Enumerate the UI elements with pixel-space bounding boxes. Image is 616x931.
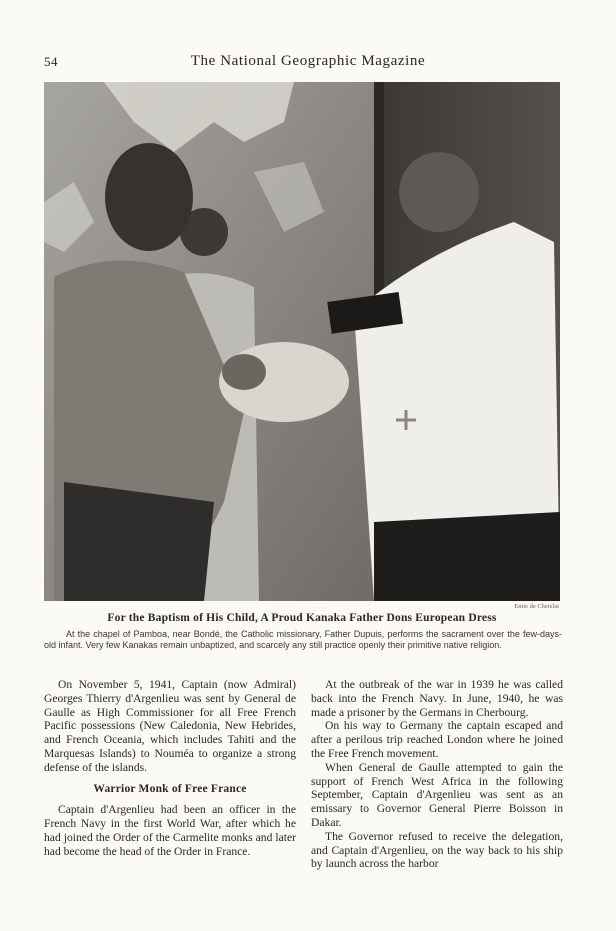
article-paragraph: On November 5, 1941, Captain (now Admiral) Georges Thierry d'Argenlieu was sent by General de Gaulle as High Commissioner for all Free French Pacific possessions (New Caledonia, New Hebrides, and French Oceania, which includes Tahiti and the Marquesas Islands) to Nouméa to organize a strong defense of the islands. [44, 678, 296, 774]
page-number: 54 [44, 54, 58, 69]
caption-title: For the Baptism of His Child, A Proud Kanaka Father Dons European Dress [107, 612, 497, 624]
article-paragraph: At the outbreak of the war in 1939 he was called back into the French Navy. In June, 1940, he was made a prisoner by the Germans in Cherbourg. [311, 678, 563, 719]
baptism-photograph [44, 82, 560, 601]
photo-credit: Emie de Chetelat [514, 603, 559, 610]
subheading: Warrior Monk of Free France [93, 782, 247, 795]
article-paragraph: The Governor refused to receive the delegation, and Captain d'Argenlieu, on the way back to his ship by launch across the harbor [311, 829, 563, 871]
article-column-left [44, 678, 296, 859]
article-paragraph: On his way to Germany the captain escaped and after a perilous trip reached London where he joined the Free French movement. [311, 719, 563, 760]
caption-body: At the chapel of Pamboa, near Bondé, the Catholic missionary, Father Dupuis, performs the sacrament over the few-days-old infant. Very few Kanakas remain unbaptized, and scarcely any still practice openly their primitive native religion. [44, 629, 562, 650]
running-head: The National Geographic Magazine [190, 53, 426, 69]
article-paragraph: Captain d'Argenlieu had been an officer in the French Navy in the first World War, after which he had joined the Order of the Carmelite monks and later had become the head of the Order in France. [44, 803, 296, 858]
article-column-right [311, 678, 563, 871]
article-paragraph: When General de Gaulle attempted to gain the support of French West Africa in the following September, Captain d'Argenlieu was sent as an emissary to Governor General Pierre Boisson in Dakar. [311, 760, 563, 829]
